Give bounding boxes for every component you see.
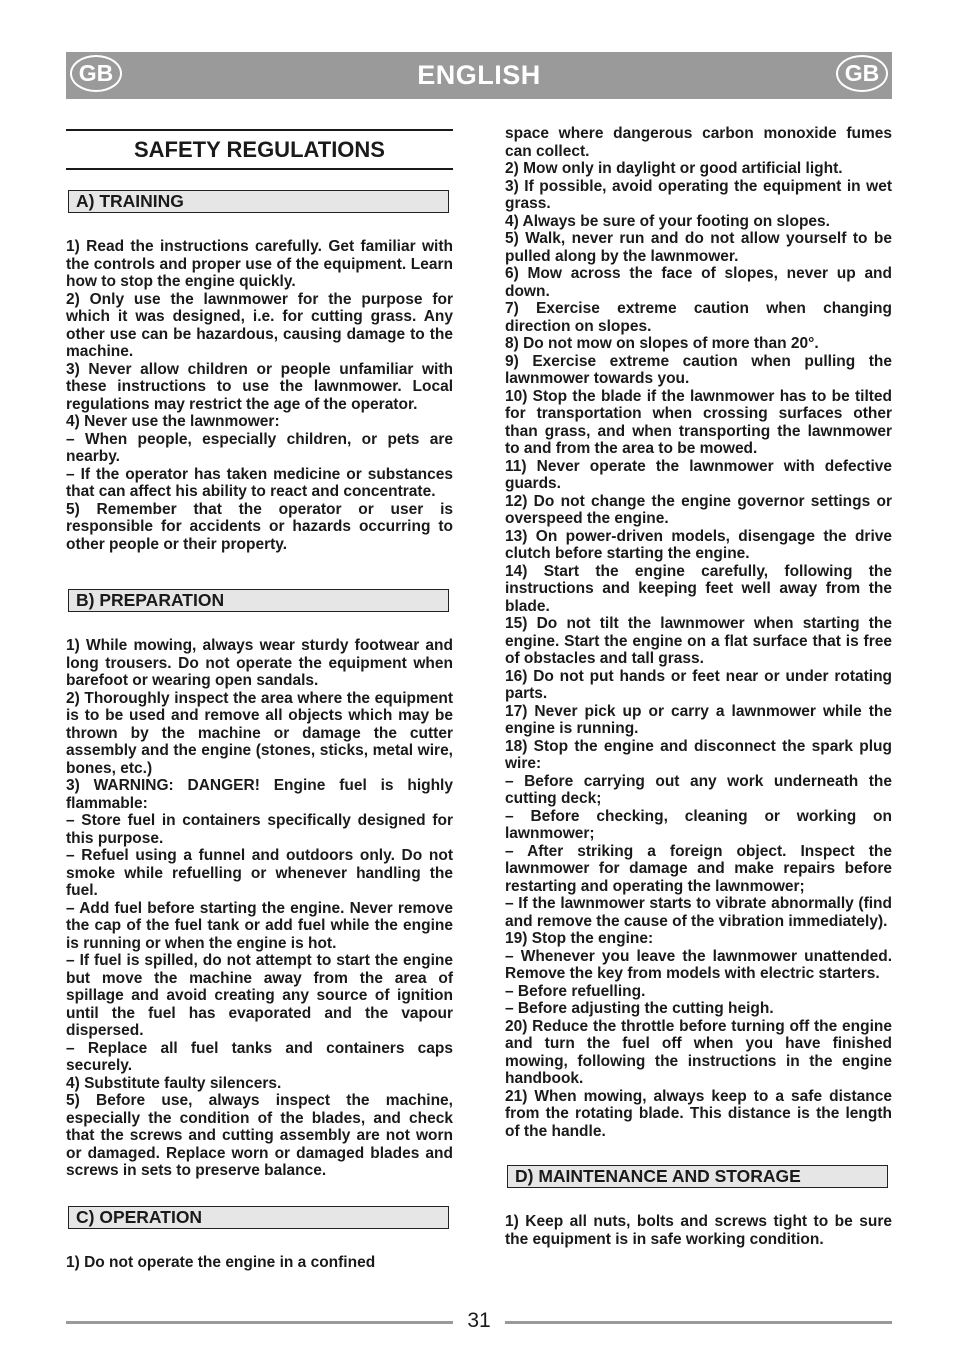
paragraph: 8) Do not mow on slopes of more than 20°. <box>505 335 819 352</box>
paragraph: – Refuel using a funnel and outdoors only. Do not smoke while refuelling or whenever handling the fuel. <box>66 847 453 899</box>
preparation-body <box>66 637 453 1180</box>
paragraph: 4) Always be sure of your footing on slopes. <box>505 212 830 230</box>
paragraph: 4) Substitute faulty silencers. <box>66 1074 282 1092</box>
paragraph: space where dangerous carbon monoxide fumes can collect. <box>505 125 892 160</box>
paragraph: 4) Never use the lawnmower: <box>66 413 280 430</box>
paragraph: – Whenever you leave the lawnmower unattended. Remove the key from models with electric starters. <box>505 947 892 982</box>
training-body <box>66 238 453 553</box>
paragraph: – Before checking, cleaning or working on lawnmower; <box>505 807 892 842</box>
paragraph: 21) When mowing, always keep to a safe distance from the rotating blade. This distance is the length of the handle. <box>505 1087 892 1140</box>
paragraph: – If the lawnmower starts to vibrate abnormally (find and remove the cause of the vibration immediately). <box>505 895 892 930</box>
gb-badge-right: GB <box>836 55 888 92</box>
paragraph: – Replace all fuel tanks and containers caps securely. <box>66 1039 453 1074</box>
paragraph: 1) Read the instructions carefully. Get familiar with the controls and proper use of the equipment. Learn how to stop the engine quickly. <box>66 238 453 290</box>
paragraph: 11) Never operate the lawnmower with defective guards. <box>505 457 892 492</box>
page-number: 31 <box>467 1309 491 1332</box>
paragraph: 5) Walk, never run and do not allow yourself to be pulled along by the lawnmower. <box>505 230 892 265</box>
section-heading-preparation: B) PREPARATION <box>68 589 449 612</box>
paragraph: – Before refuelling. <box>505 982 646 1000</box>
paragraph: 19) Stop the engine: <box>505 930 654 947</box>
operation-body-start <box>66 1254 453 1272</box>
section-heading-training: A) TRAINING <box>68 190 449 213</box>
main-title-block <box>66 129 453 170</box>
paragraph: 5) Before use, always inspect the machine, especially the condition of the blades, and check that the screws and cutting assembly are not worn or damaged. Replace worn or damaged blades and screws in sets to preserve balance. <box>66 1092 453 1179</box>
paragraph: 18) Stop the engine and disconnect the spark plug wire: <box>505 737 892 772</box>
footer-rule-right <box>505 1321 892 1324</box>
paragraph: 3) WARNING: DANGER! Engine fuel is highly flammable: <box>66 777 453 812</box>
paragraph: 16) Do not put hands or feet near or under rotating parts. <box>505 667 892 702</box>
paragraph: – Before carrying out any work underneath the cutting deck; <box>505 772 892 807</box>
paragraph: 5) Remember that the operator or user is responsible for accidents or hazards occurring to other people or their property. <box>66 500 453 553</box>
left-column <box>66 125 453 1271</box>
paragraph: – Add fuel before starting the engine. Never remove the cap of the fuel tank or add fuel while the engine is running or when the engine is hot. <box>66 899 453 952</box>
section-heading-operation: C) OPERATION <box>68 1206 449 1229</box>
paragraph: 15) Do not tilt the lawnmower when starting the engine. Start the engine on a flat surface that is free of obstacles and tall grass. <box>505 615 892 667</box>
footer-rule-left <box>66 1321 453 1324</box>
paragraph: 17) Never pick up or carry a lawnmower while the engine is running. <box>505 702 892 737</box>
paragraph: – If the operator has taken medicine or substances that can affect his ability to react and concentrate. <box>66 465 453 500</box>
paragraph: 2) Thoroughly inspect the area where the equipment is to be used and remove all objects which may be thrown by the machine or damage the cutter assembly and the engine (stones, sticks, metal wire, bones, etc.) <box>66 689 453 777</box>
paragraph: – Before adjusting the cutting heigh. <box>505 1000 774 1017</box>
paragraph: 1) While mowing, always wear sturdy footwear and long trousers. Do not operate the equipment when barefoot or wearing open sandals. <box>66 637 453 689</box>
paragraph: 3) Never allow children or people unfamiliar with these instructions to use the lawnmower. Local regulations may restrict the age of the operator. <box>66 360 453 413</box>
paragraph: 2) Mow only in daylight or good artificial light. <box>505 160 843 177</box>
paragraph: 12) Do not change the engine governor settings or overspeed the engine. <box>505 492 892 527</box>
main-title: SAFETY REGULATIONS <box>134 137 385 162</box>
paragraph: 2) Only use the lawnmower for the purpose for which it was designed, i.e. for cutting grass. Any other use can be hazardous, causing damage to the machine. <box>66 290 453 360</box>
paragraph: – If fuel is spilled, do not attempt to start the engine but move the machine away from the area of spillage and avoid creating any source of ignition until the fuel has evaporated and the vapour dispersed. <box>66 952 453 1039</box>
section-heading-maintenance: D) MAINTENANCE AND STORAGE <box>507 1165 888 1188</box>
paragraph: 13) On power-driven models, disengage the drive clutch before starting the engine. <box>505 527 892 562</box>
paragraph: 6) Mow across the face of slopes, never up and down. <box>505 265 892 300</box>
paragraph: 1) Keep all nuts, bolts and screws tight to be sure the equipment is in safe working condition. <box>505 1213 892 1248</box>
paragraph: 14) Start the engine carefully, following the instructions and keeping feet well away from the blade. <box>505 562 892 615</box>
paragraph: – Store fuel in containers specifically designed for this purpose. <box>66 812 453 847</box>
paragraph: 7) Exercise extreme caution when changing direction on slopes. <box>505 300 892 335</box>
paragraph: 10) Stop the blade if the lawnmower has to be tilted for transportation when crossing surfaces other than grass, and when transporting the lawnmower to and from the area to be mowed. <box>505 387 892 457</box>
gb-badge-left: GB <box>70 55 122 92</box>
paragraph: 20) Reduce the throttle before turning off the engine and turn the fuel off when you have finished mowing, following the instructions in the engine handbook. <box>505 1017 892 1087</box>
paragraph: – When people, especially children, or pets are nearby. <box>66 430 453 465</box>
language-title: ENGLISH <box>417 60 541 90</box>
paragraph: 1) Do not operate the engine in a confined <box>66 1253 376 1271</box>
right-column <box>505 125 892 1248</box>
paragraph: 3) If possible, avoid operating the equipment in wet grass. <box>505 177 892 212</box>
page-header <box>66 52 892 99</box>
maintenance-body <box>505 1213 892 1248</box>
paragraph: 9) Exercise extreme caution when pulling the lawnmower towards you. <box>505 352 892 387</box>
operation-body-continued <box>505 125 892 1140</box>
paragraph: – After striking a foreign object. Inspect the lawnmower for damage and make repairs before restarting and operating the lawnmower; <box>505 842 892 895</box>
